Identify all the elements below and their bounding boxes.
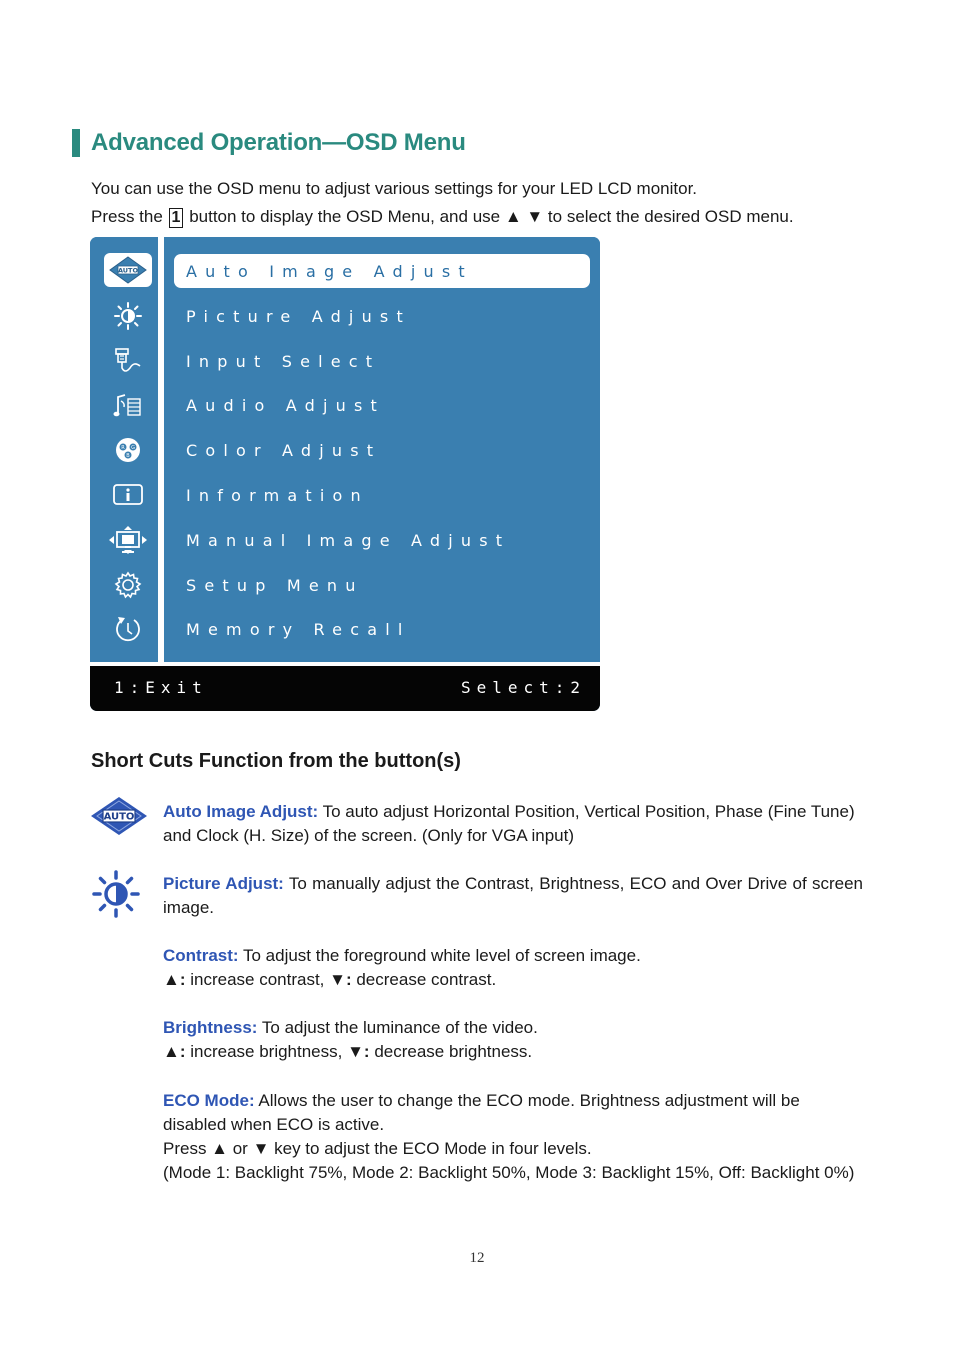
intro-text — [91, 175, 794, 231]
svg-text:AUTO: AUTO — [103, 811, 135, 823]
svg-text:AUTO: AUTO — [117, 266, 139, 275]
svg-text:R: R — [121, 445, 125, 451]
term-picture-adjust: Picture Adjust: — [163, 874, 284, 893]
sun-icon — [92, 869, 140, 919]
menu-key-badge: 1 — [169, 208, 184, 228]
shortcut-auto-image-adjust: Auto Image Adjust: To auto adjust Horizontal Position, Vertical Position, Phase (Fine Tune) and Clock (H. Size) of the screen. (Only for VGA input) — [163, 802, 855, 845]
page-number: 12 — [469, 1250, 485, 1266]
audio-icon — [112, 391, 144, 421]
osd-icon-color[interactable] — [104, 433, 152, 467]
info-icon — [112, 482, 144, 508]
osd-icon-manual-image[interactable] — [104, 523, 152, 557]
intro-line-1: You can use the OSD menu to adjust various settings for your LED LCD monitor. — [91, 179, 698, 198]
svg-text:G: G — [131, 445, 135, 451]
osd-exit-hint: 1:Exit — [114, 678, 208, 697]
shortcut-contrast: Contrast: To adjust the foreground white level of screen image. ▲: increase contrast, ▼: decrease contrast. — [163, 946, 641, 989]
osd-menu-item-manual-image-adjust[interactable]: Manual Image Adjust — [186, 530, 511, 550]
svg-text:B: B — [126, 453, 130, 459]
gear-icon — [113, 570, 143, 600]
sun-icon — [113, 301, 143, 331]
shortcut-brightness: Brightness: To adjust the luminance of the video. ▲: increase brightness, ▼: decrease brightness. — [163, 1018, 538, 1061]
osd-menu-item-setup-menu[interactable]: Setup Menu — [186, 575, 364, 595]
osd-menu-item-auto-image-adjust[interactable]: Auto Image Adjust — [174, 254, 590, 288]
osd-icon-setup[interactable] — [104, 568, 152, 602]
osd-menu-item-information[interactable]: Information — [186, 485, 369, 505]
osd-icon-information[interactable] — [104, 478, 152, 512]
shortcut-picture-adjust: Picture Adjust: To manually adjust the Contrast, Brightness, ECO and Over Drive of screen image. — [163, 874, 863, 917]
term-auto-image-adjust: Auto Image Adjust: — [163, 802, 319, 821]
osd-icon-sidebar — [90, 237, 158, 662]
osd-icon-picture[interactable] — [104, 299, 152, 333]
intro-line-2: Press the 1 button to display the OSD Menu, and use ▲ ▼ to select the desired OSD menu. — [91, 207, 794, 226]
section-heading — [72, 128, 466, 158]
osd-menu-item-memory-recall[interactable]: Memory Recall — [186, 619, 411, 639]
osd-icon-auto[interactable] — [104, 253, 152, 287]
osd-menu-item-picture-adjust[interactable]: Picture Adjust — [186, 306, 411, 326]
recall-icon — [113, 614, 143, 644]
manual-image-icon — [108, 525, 148, 555]
osd-icon-audio[interactable] — [104, 389, 152, 423]
input-icon — [112, 346, 144, 376]
osd-select-hint: Select:2 — [460, 678, 586, 697]
osd-menu-list — [164, 237, 600, 662]
shortcut-eco-mode: ECO Mode: Allows the user to change the ECO mode. Brightness adjustment will be disabled when ECO is active. Press ▲ or ▼ key to adjust the ECO Mode in four levels. (Mode 1: Backlight 75%, Mode 2: Backlight 50%, Mode 3: Backlight 15%, Off: Backlight 0%) — [163, 1091, 855, 1182]
osd-menu-panel — [90, 237, 600, 711]
osd-menu-item-audio-adjust[interactable]: Audio Adjust — [186, 395, 385, 415]
rgb-icon — [113, 435, 143, 465]
osd-icon-recall[interactable] — [104, 612, 152, 646]
osd-menu-item-input-select[interactable]: Input Select — [186, 351, 381, 371]
heading-bar — [72, 129, 80, 157]
term-brightness: Brightness: — [163, 1018, 258, 1037]
shortcuts-heading: Short Cuts Function from the button(s) — [91, 750, 461, 772]
term-contrast: Contrast: — [163, 946, 239, 965]
term-eco-mode: ECO Mode: — [163, 1091, 255, 1110]
auto-icon — [108, 256, 148, 284]
osd-menu-item-color-adjust[interactable]: Color Adjust — [186, 440, 382, 460]
osd-icon-input[interactable] — [104, 344, 152, 378]
page-title: Advanced Operation—OSD Menu — [91, 129, 466, 156]
auto-icon — [89, 796, 149, 836]
osd-footer — [90, 666, 600, 711]
